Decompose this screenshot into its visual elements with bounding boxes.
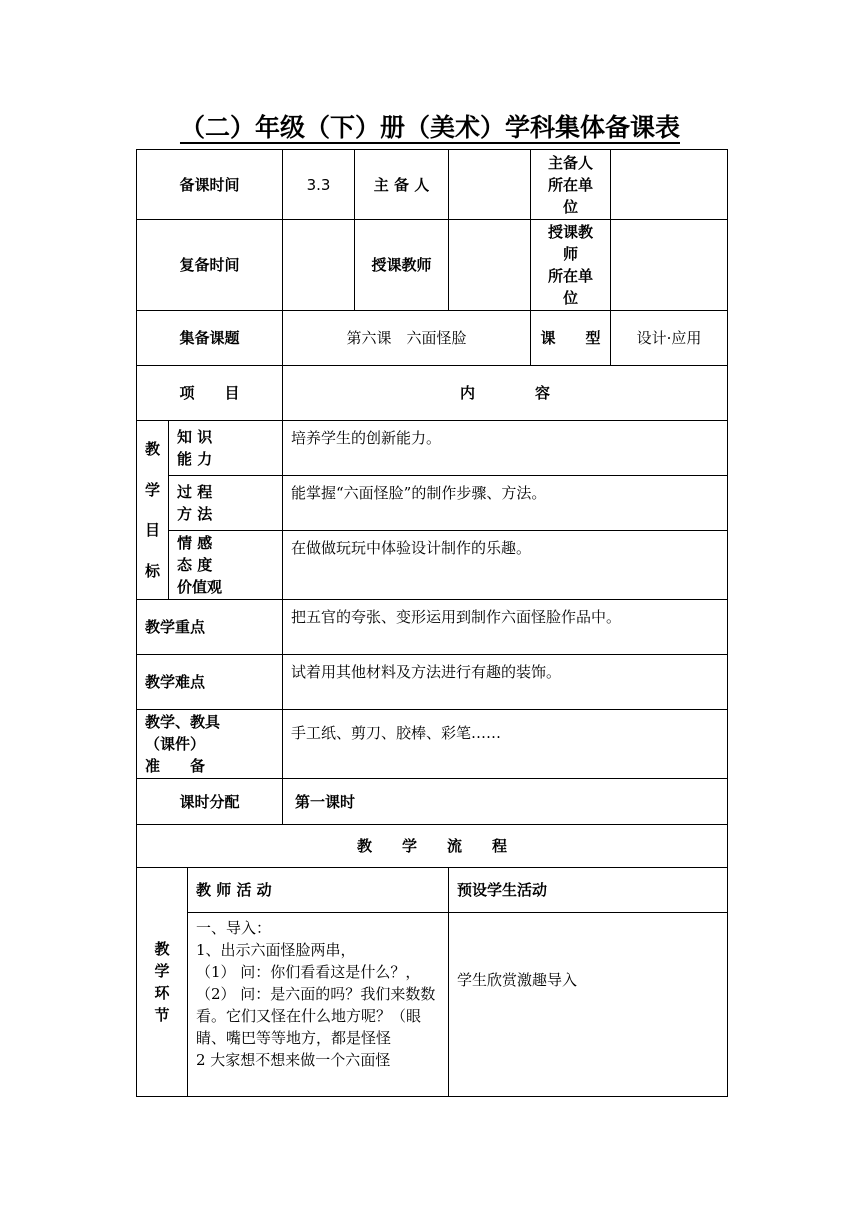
item-header: 项 目 [136,365,283,421]
student-activity-header: 预设学生活动 [448,867,728,913]
schedule-value: 第一课时 [282,778,728,825]
goal-content-emotion: 在做做玩玩中体验设计制作的乐趣。 [282,530,728,600]
page-title: （二）年级（下）册（美术）学科集体备课表 [179,113,680,142]
lead-unit-label: 主备人 所在单 位 [530,149,611,220]
goal-name-emotion: 情 感 态 度 价值观 [168,530,283,600]
flow-side-label: 教 学 环 节 [136,867,188,1097]
content-header: 内 容 [282,365,728,421]
teacher-label: 授课教师 [354,219,449,311]
teacher-activity-header: 教 师 活 动 [187,867,449,913]
type-label: 课 型 [530,310,611,366]
flow-header: 教 学 流 程 [136,824,728,868]
schedule-label: 课时分配 [136,778,283,825]
key-point-content: 把五官的夸张、变形运用到制作六面怪脸作品中。 [282,599,728,655]
prep-time-value: 3.3 [282,149,355,220]
goal-name-knowledge: 知 识 能 力 [168,420,283,476]
goal-content-process: 能掌握“六面怪脸”的制作步骤、方法。 [282,475,728,531]
lead-value [448,149,531,220]
topic-value: 第六课 六面怪脸 [282,310,531,366]
teacher-value [448,219,531,311]
topic-label: 集备课题 [136,310,283,366]
type-value: 设计·应用 [610,310,728,366]
goal-content-knowledge: 培养学生的创新能力。 [282,420,728,476]
teacher-activity-content: 一、导入： 1、出示六面怪脸两串， （1） 问：你们看看这是什么？， （2） 问：是六面的吗？我们来数数看。它们又怪在什么地方呢？（眼睛、嘴巴等等地方，都是怪怪 2 大家想不想来做一个六面怪 [187,912,449,1097]
goals-label: 教 学 目 标 [136,420,169,600]
review-time-label: 复备时间 [136,219,283,311]
review-time-value [282,219,355,311]
teacher-unit-value [610,219,728,311]
lead-unit-value [610,149,728,220]
student-activity-content: 学生欣赏激趣导入 [448,912,728,1097]
goal-name-process: 过 程 方 法 [168,475,283,531]
lead-label: 主 备 人 [354,149,449,220]
difficulty-label: 教学难点 [136,654,283,710]
materials-label: 教学、教具 （课件） 准 备 [136,709,283,779]
materials-content: 手工纸、剪刀、胶棒、彩笔…… [282,709,728,779]
prep-time-label: 备课时间 [136,149,283,220]
key-point-label: 教学重点 [136,599,283,655]
teacher-unit-label: 授课教 师 所在单 位 [530,219,611,311]
difficulty-content: 试着用其他材料及方法进行有趣的装饰。 [282,654,728,710]
